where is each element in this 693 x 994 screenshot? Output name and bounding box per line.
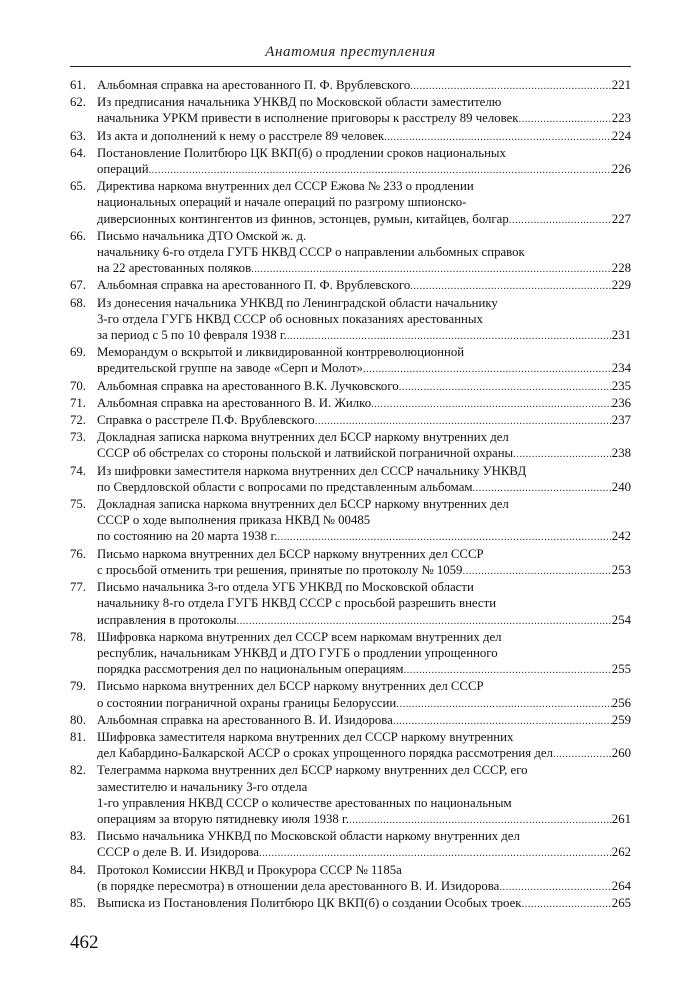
entry-title-line: Постановление Политбюро ЦК ВКП(б) о продлении сроков национальных (97, 145, 506, 160)
entry-page-number: 237 (611, 413, 631, 428)
entry-title (97, 344, 631, 377)
entry-title-line: Из донесения начальника УНКВД по Ленинградской области начальнику (97, 295, 498, 310)
toc-entry (70, 895, 631, 912)
entry-title-line: СССР об обстрелах со стороны польской и латвийской пограничной охраны (97, 446, 514, 461)
entry-number: 74. (70, 463, 86, 478)
entry-number: 66. (70, 228, 86, 243)
entry-title (97, 629, 631, 679)
entry-page-number: 242 (611, 529, 631, 544)
entry-number: 71. (70, 395, 86, 410)
entry-title-line: начальнику 8-го отдела ГУГБ НКВД СССР с просьбой разрешить внести (97, 596, 497, 611)
entry-title-line: Докладная записка наркома внутренних дел БССР наркому внутренних дел (97, 430, 509, 445)
entry-title (97, 762, 631, 828)
toc-entry (70, 629, 631, 679)
entry-title-line: Шифровка заместителя наркома внутренних дел СССР наркому внутренних (97, 729, 514, 744)
dot-leader (513, 446, 612, 462)
dot-leader (403, 662, 611, 678)
entry-title (97, 729, 631, 762)
entry-title (97, 395, 631, 412)
entry-title-line: начальника УРКМ привести в исполнение приговоры к расстрелу 89 человек (97, 111, 519, 126)
entry-title-line: исправления в протоколы (97, 612, 237, 627)
toc-entry (70, 77, 631, 94)
entry-number: 62. (70, 95, 86, 110)
entry-title-line: Протокол Комиссии НКВД и Прокурора СССР № 1185а (97, 862, 402, 877)
entry-title (97, 94, 631, 127)
entry-title-line: Меморандум о вскрытой и ликвидированной контрреволюционной (97, 345, 465, 360)
entry-title-line: Из предписания начальника УНКВД по Московской области заместителю (97, 95, 502, 110)
entry-title (97, 546, 631, 579)
dot-leader (363, 361, 612, 377)
entry-title-line: Телеграмма наркома внутренних дел БССР наркому внутренних дел СССР, его (97, 763, 528, 778)
dot-leader (315, 413, 612, 429)
entry-number: 64. (70, 145, 86, 160)
header-rule (70, 66, 631, 67)
entry-page-number: 265 (611, 895, 631, 910)
entry-page-number: 262 (611, 845, 631, 860)
entry-title-line: национальных операций и начале операций по разгрому шпионско- (97, 195, 467, 210)
entry-title-line: начальнику 6-го отдела ГУГБ НКВД СССР о направлении альбомных справок (97, 245, 525, 260)
dot-leader (393, 713, 612, 729)
entry-title-line: Выписка из Постановления Политбюро ЦК ВКП(б) о создании Особых троек (97, 895, 522, 910)
dot-leader (149, 162, 612, 178)
entry-title (97, 579, 631, 629)
entry-title (97, 128, 631, 145)
toc-entry (70, 94, 631, 127)
entry-title-line: дел Кабардино-Балкарской АССР о сроках упрощенного порядка рассмотрения дел (97, 746, 553, 761)
entry-title (97, 895, 631, 912)
dot-leader (349, 812, 612, 828)
toc-entry (70, 412, 631, 429)
toc-entry (70, 178, 631, 228)
toc-entry (70, 762, 631, 828)
entry-title (97, 678, 631, 711)
entry-title-line: 1-го управления НКВД СССР о количестве арестованных по национальным (97, 795, 512, 810)
entry-number: 77. (70, 580, 86, 595)
toc-entry (70, 228, 631, 278)
entry-title-line: Докладная записка наркома внутренних дел БССР наркому внутренних дел (97, 497, 509, 512)
entry-page-number: 228 (611, 261, 631, 276)
entry-number: 75. (70, 497, 86, 512)
entry-page-number: 260 (611, 746, 631, 761)
entry-page-number: 236 (611, 395, 631, 410)
entry-number: 82. (70, 763, 86, 778)
entry-number: 78. (70, 629, 86, 644)
entry-title-line: с просьбой отменить три решения, принятые по протоколу № 1059 (97, 562, 463, 577)
entry-title (97, 295, 631, 345)
table-of-contents (70, 77, 631, 912)
entry-page-number: 224 (611, 128, 631, 143)
entry-page-number: 235 (611, 378, 631, 393)
entry-title-line: республик, начальникам УНКВД и ДТО ГУГБ о продлении упрощенного (97, 645, 498, 660)
toc-entry (70, 712, 631, 729)
entry-title (97, 145, 631, 178)
entry-title-line: на 22 арестованных поляков (97, 261, 252, 276)
entry-number: 76. (70, 546, 86, 561)
toc-entry (70, 828, 631, 861)
entry-page-number: 223 (611, 111, 631, 126)
entry-title-line: Письмо начальника УНКВД по Московской области наркому внутренних дел (97, 829, 520, 844)
entry-title (97, 228, 631, 278)
entry-page-number: 240 (611, 479, 631, 494)
running-head: Анатомия преступления (265, 44, 436, 60)
entry-title-line: по Свердловской области с вопросами по представленным альбомам (97, 479, 473, 494)
entry-number: 85. (70, 895, 86, 910)
entry-page-number: 254 (611, 612, 631, 627)
dot-leader (384, 129, 612, 145)
entry-title-line: операциям за вторую пятидневку июля 1938 г. (97, 811, 350, 826)
entry-page-number: 255 (611, 662, 631, 677)
entry-number: 65. (70, 179, 86, 194)
entry-title (97, 77, 631, 94)
entry-title (97, 378, 631, 395)
entry-title-line: Из акта и дополнений к нему о расстреле 89 человек (97, 128, 385, 143)
toc-entry (70, 277, 631, 294)
entry-title-line: Альбомная справка на арестованного В.К. Лучковского (97, 378, 399, 393)
entry-number: 63. (70, 128, 86, 143)
dot-leader (509, 212, 612, 228)
dot-leader (518, 111, 611, 127)
entry-title-line: порядка рассмотрения дел по национальным операциям (97, 662, 404, 677)
toc-entry (70, 729, 631, 762)
entry-title (97, 463, 631, 496)
entry-number: 79. (70, 679, 86, 694)
entry-page-number: 229 (611, 278, 631, 293)
entry-title (97, 178, 631, 228)
dot-leader (522, 896, 612, 912)
entry-number: 61. (70, 78, 86, 92)
entry-number: 69. (70, 345, 86, 360)
dot-leader (251, 261, 612, 277)
toc-entry (70, 429, 631, 462)
entry-title-line: Письмо наркома внутренних дел БССР наркому внутренних дел СССР (97, 546, 484, 561)
entry-title (97, 429, 631, 462)
entry-title-line: Справка о расстреле П.Ф. Врублевского (97, 413, 315, 428)
toc-entry (70, 145, 631, 178)
dot-leader (410, 78, 612, 94)
entry-title-line: Письмо наркома внутренних дел БССР наркому внутренних дел СССР (97, 679, 484, 694)
toc-entry (70, 395, 631, 412)
entry-page-number: 256 (611, 695, 631, 710)
entry-page-number: 261 (611, 811, 631, 826)
entry-page-number: 253 (611, 562, 631, 577)
dot-leader (399, 379, 612, 395)
entry-title (97, 828, 631, 861)
entry-title-line: операций (97, 162, 149, 177)
dot-leader (259, 845, 612, 861)
entry-number: 72. (70, 413, 86, 428)
entry-title-line: Письмо начальника 3-го отдела УГБ УНКВД по Московской области (97, 580, 474, 595)
entry-page-number: 234 (611, 361, 631, 376)
dot-leader (371, 396, 612, 412)
entry-title-line: СССР о ходе выполнения приказа НКВД № 00485 (97, 513, 371, 528)
toc-entry (70, 546, 631, 579)
toc-entry (70, 579, 631, 629)
entry-title-line: Письмо начальника ДТО Омской ж. д. (97, 228, 307, 243)
toc-entry (70, 128, 631, 145)
entry-page-number: 226 (611, 162, 631, 177)
dot-leader (396, 696, 612, 712)
entry-title-line: Альбомная справка на арестованного В. И. Изидорова (97, 712, 393, 727)
entry-page-number: 238 (611, 446, 631, 461)
entry-number: 73. (70, 430, 86, 445)
entry-title-line: Альбомная справка на арестованного П. Ф. Врублевского (97, 78, 411, 92)
entry-title (97, 277, 631, 294)
entry-title-line: Альбомная справка на арестованного В. И. Жилко (97, 395, 372, 410)
toc-entry (70, 463, 631, 496)
dot-leader (499, 879, 611, 895)
toc-entry (70, 678, 631, 711)
entry-title (97, 712, 631, 729)
entry-number: 68. (70, 295, 86, 310)
toc-entry (70, 496, 631, 546)
entry-title-line: по состоянию на 20 марта 1938 г. (97, 529, 278, 544)
entry-title-line: Из шифровки заместителя наркома внутренних дел СССР начальнику УНКВД (97, 463, 527, 478)
entry-title (97, 412, 631, 429)
entry-title-line: заместителю и начальнику 3-го отдела (97, 779, 308, 794)
entry-title-line: диверсионных контингентов из финнов, эстонцев, румын, китайцев, болгар (97, 211, 509, 226)
page-number: 462 (70, 932, 99, 953)
entry-number: 67. (70, 278, 86, 293)
entry-page-number: 227 (611, 211, 631, 226)
entry-page-number: 231 (611, 328, 631, 343)
entry-title-line: (в порядке пересмотра) в отношении дела арестованного В. И. Изидорова (97, 878, 500, 893)
toc-entry (70, 344, 631, 377)
entry-number: 80. (70, 712, 86, 727)
dot-leader (278, 529, 612, 545)
entry-title-line: вредительской группе на заводе «Серп и Молот» (97, 361, 363, 376)
dot-leader (553, 746, 612, 762)
entry-number: 70. (70, 378, 86, 393)
dot-leader (410, 278, 612, 294)
entry-title-line: Директива наркома внутренних дел СССР Ежова № 233 о продлении (97, 179, 474, 194)
toc-entry (70, 378, 631, 395)
dot-leader (472, 480, 611, 496)
toc-entry (70, 295, 631, 345)
entry-title-line: Шифровка наркома внутренних дел СССР всем наркомам внутренних дел (97, 629, 502, 644)
entry-title-line: СССР о деле В. И. Изидорова (97, 845, 259, 860)
entry-title-line: за период с 5 по 10 февраля 1938 г. (97, 328, 287, 343)
toc-entry (70, 862, 631, 895)
dot-leader (462, 563, 611, 579)
entry-title-line: 3-го отдела ГУГБ НКВД СССР об основных показаниях арестованных (97, 311, 483, 326)
entry-page-number: 259 (611, 712, 631, 727)
entry-number: 81. (70, 729, 86, 744)
entry-page-number: 221 (611, 78, 631, 92)
entry-title-line: о состоянии пограничной охраны границы Белоруссии (97, 695, 397, 710)
dot-leader (287, 328, 612, 344)
entry-page-number: 264 (611, 878, 631, 893)
dot-leader (237, 613, 612, 629)
entry-title (97, 862, 631, 895)
entry-number: 84. (70, 862, 86, 877)
entry-title (97, 496, 631, 546)
entry-title-line: Альбомная справка на арестованного П. Ф. Врублевского (97, 278, 411, 293)
entry-number: 83. (70, 829, 86, 844)
